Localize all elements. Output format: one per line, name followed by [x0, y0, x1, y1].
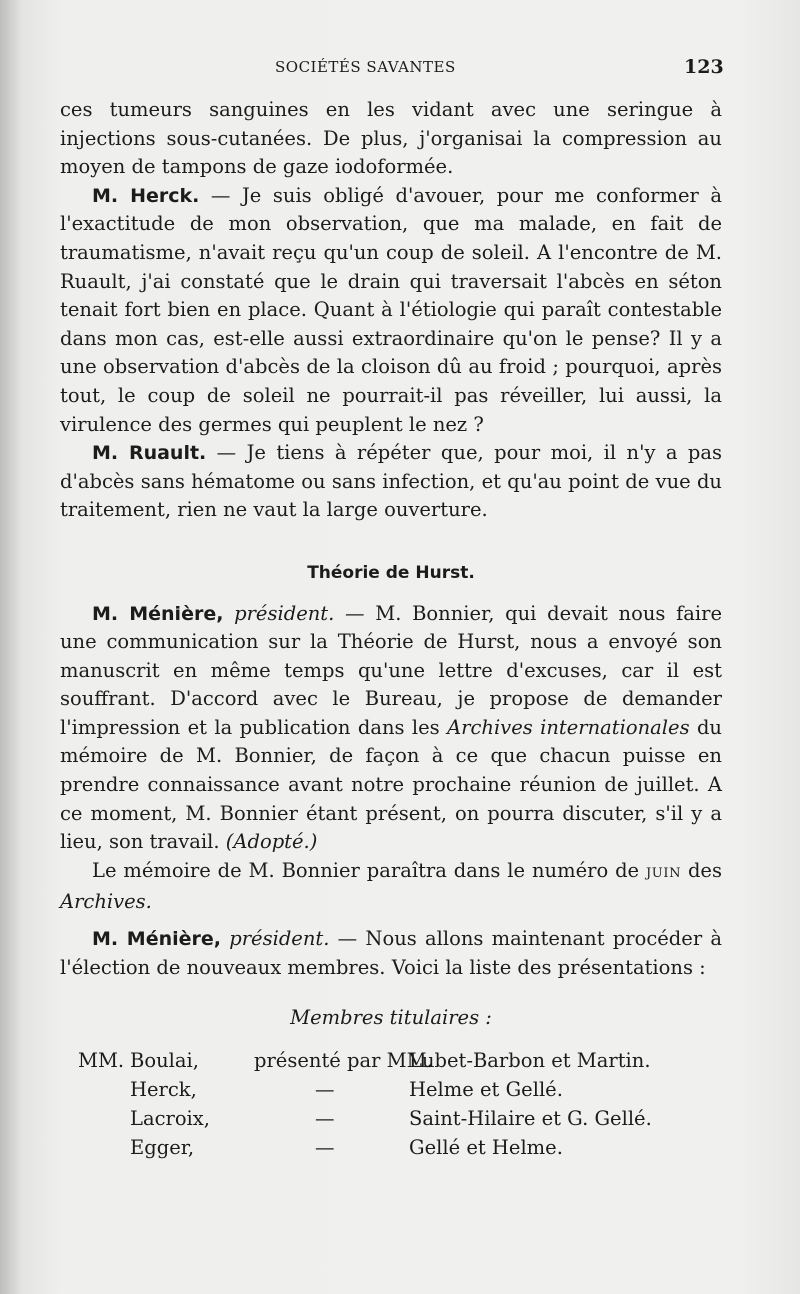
adopted-note: (Adopté.) [225, 830, 318, 854]
body-text [60, 96, 722, 1163]
page-header [0, 58, 800, 82]
speaker-name: M. Herck. [92, 184, 200, 207]
paragraph-meniere-2: M. Ménière, président. — Nous allons maintenant procéder à l'élection de nouveaux membres. Voici la liste des présentations : [60, 927, 723, 979]
speaker-role: président. [220, 927, 330, 951]
paragraph-ruault: M. Ruault. — Je tiens à répéter que, pour moi, il n'y a pas d'abcès sans hématome ou sans infection, et qu'au point de vue du traitement, rien ne vaut la large ouverture. [60, 441, 722, 522]
journal-title: Archives internationales [447, 715, 690, 739]
speaker-role: président. [223, 601, 335, 625]
speaker-name: M. Ménière, [92, 928, 221, 951]
section-title: Théorie de Hurst. [307, 562, 475, 583]
paragraph-note: Le mémoire de M. Bonnier paraîtra dans le numéro de JUIN des Archives. [60, 858, 722, 914]
member-sponsors: Saint-Hilaire et G. Gellé. [409, 1106, 652, 1130]
page-number: 123 [684, 56, 724, 78]
member-name: Egger, [130, 1135, 195, 1159]
member-name: Boulai, [130, 1048, 199, 1072]
paragraph-herck: M. Herck. — Je suis obligé d'avouer, pour me conformer à l'exactitude de mon observation, que ma malade, en fait de traumatisme, n'avait reçu qu'un coup de soleil. A l'encontre de M. Ruault, j'ai constaté que le drain qui traversait l'abcès en séton tenait fort bien en place. Quant à l'étiologie qui paraît contestable dans mon cas, est-elle aussi extraordinaire qu'on le pense? Il y a une observation d'abcès de la cloison dû au froid ; pourquoi, après tout, le coup de soleil ne pourrait-il pas réveiller, lui aussi, la virulence des germes qui peuplent le nez ? [60, 183, 723, 436]
running-head: SOCIÉTÉS SAVANTES [275, 58, 456, 76]
member-sponsors: Gellé et Helme. [409, 1135, 563, 1159]
members-list [60, 1047, 722, 1163]
journal-title: Archives. [60, 890, 152, 914]
paragraph-meniere-1: M. Ménière, président. — M. Bonnier, qui devait nous faire une communication sur la Théorie de Hurst, nous a envoyé son manuscrit en même temps qu'une lettre d'excuses, car il est souffrant. D'accord avec le Bureau, je propose de demander l'impression et la publication dans les Archives internationales du mémoire de M. Bonnier, de façon à ce que chacun puisse en prendre connaissance avant notre prochaine réunion de juillet. A ce moment, M. Bonnier étant présent, on pourra discuter, s'il y a lieu, son travail. (Adopté.) [60, 601, 723, 854]
month-label: JUIN [645, 865, 682, 881]
member-row: MM. Boulai, présenté par MM. Lubet-Barbon et Martin. [60, 1047, 722, 1076]
member-row: Lacroix, — Saint-Hilaire et G. Gellé. [60, 1105, 722, 1134]
paragraph: ces tumeurs sanguines en les vidant avec une seringue à injections sous-cutanées. De plus, j'organisai la compression au moyen de tampons de gaze iodoformée. [60, 98, 722, 179]
member-name: Herck, [130, 1077, 197, 1101]
member-row: Herck, — Helme et Gellé. [60, 1076, 722, 1105]
member-sponsors: Lubet-Barbon et Martin. [409, 1048, 651, 1072]
members-heading: Membres titulaires : [290, 1006, 492, 1030]
speaker-name: M. Ménière, [92, 602, 224, 625]
speaker-name: M. Ruault. [92, 442, 207, 465]
member-row: Egger, — Gellé et Helme. [60, 1134, 722, 1163]
member-name: Lacroix, [130, 1106, 210, 1130]
member-sponsors: Helme et Gellé. [409, 1077, 563, 1101]
